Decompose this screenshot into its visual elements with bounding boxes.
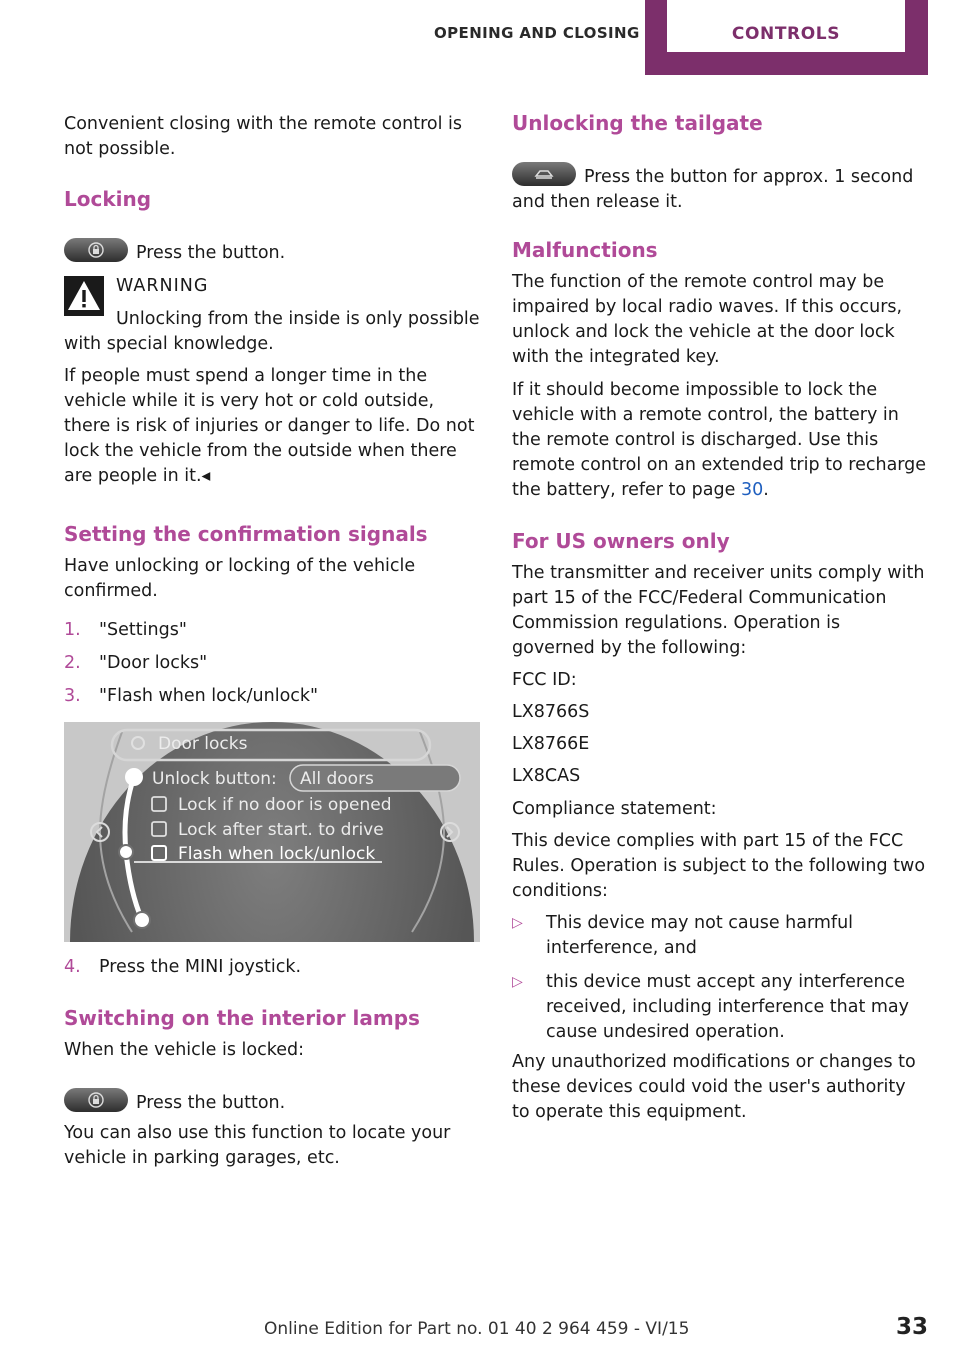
- page-number: 33: [896, 1314, 929, 1340]
- fcc-id-value: LX8766S: [512, 702, 590, 722]
- header-chapter-tab: [645, 0, 928, 75]
- list-item: 1. "Settings": [64, 620, 187, 640]
- list-item: 2. "Door locks": [64, 653, 208, 673]
- display-option: Lock after start. to drive: [178, 820, 384, 840]
- fcc-id-value: LX8766E: [512, 734, 590, 754]
- confirmation-steps: [64, 618, 480, 709]
- footer-edition: Online Edition for Part no. 01 40 2 964 459 - VI/15: [264, 1319, 690, 1339]
- header-chapter-title: CONTROLS: [667, 0, 905, 52]
- us-owners-paragraph: The transmitter and receiver units comply with part 15 of the FCC/Federal Communication Commission regulations. Operation is governed by the following:: [512, 563, 925, 658]
- header-section-title: OPENING AND CLOSING: [434, 24, 640, 42]
- list-item: ▷ This device may not cause harmful interference, and: [512, 911, 928, 970]
- page-link[interactable]: 30: [740, 480, 764, 500]
- list-item: 4. Press the MINI joystick.: [64, 957, 302, 977]
- warning-line-2: with special knowledge.: [64, 334, 274, 354]
- lock-button-icon: [64, 1088, 128, 1112]
- interior-lamps-heading: Switching on the interior lamps: [64, 1006, 420, 1030]
- locking-instruction-text: Press the button.: [136, 243, 286, 263]
- malfunctions-paragraph-2: If it should become impossible to lock the vehicle with a remote control, the battery in the remote control is discharged. Use this remote control on an extended trip to recharge the battery, refer to page 30.: [512, 380, 927, 500]
- malfunctions-paragraph-1: The function of the remote control may be impaired by local radio waves. If this occurs, unlock and lock the vehicle at the door lock with the integrated key.: [512, 272, 903, 367]
- lock-button-icon: [64, 238, 128, 262]
- warning-line-1: Unlocking from the inside is only possible: [116, 309, 480, 329]
- warning-label: WARNING: [116, 276, 209, 296]
- display-option-selected: Flash when lock/unlock: [178, 844, 376, 864]
- triangle-bullet-icon: ▷: [512, 915, 523, 931]
- interior-lamps-instruction-text: Press the button.: [136, 1093, 286, 1113]
- interior-lamps-instruction: [64, 1088, 480, 1116]
- conditions-list: [512, 911, 928, 1045]
- compliance-text: This device complies with part 15 of the FCC Rules. Operation is subject to the following two conditions:: [512, 831, 926, 901]
- malfunctions-heading: Malfunctions: [512, 238, 658, 262]
- confirmation-intro: Have unlocking or locking of the vehicle confirmed.: [64, 556, 416, 601]
- confirmation-heading: Setting the confirmation signals: [64, 522, 428, 546]
- tailgate-heading: Unlocking the tailgate: [512, 111, 763, 135]
- warning-paragraph-2: If people must spend a longer time in the vehicle while it is very hot or cold outside, there is risk of injuries or danger to life. Do not lock the vehicle from the outside when there are people in it.◂: [64, 366, 475, 486]
- warning-icon: [64, 276, 104, 316]
- intro-paragraph: Convenient closing with the remote control is not possible.: [64, 114, 463, 159]
- locking-heading: Locking: [64, 187, 152, 211]
- tailgate-instruction-text: Press the button for approx. 1 second and then release it.: [512, 167, 914, 212]
- triangle-bullet-icon: ▷: [512, 974, 523, 990]
- display-unlock-label: Unlock button:: [152, 769, 277, 789]
- display-title: Door locks: [158, 734, 248, 754]
- tailgate-instruction: [512, 162, 928, 215]
- compliance-label: Compliance statement:: [512, 799, 717, 819]
- fcc-id-value: LX8CAS: [512, 766, 581, 786]
- tailgate-button-icon: [512, 162, 576, 186]
- fcc-id-label: FCC ID:: [512, 670, 577, 690]
- display-option: Lock if no door is opened: [178, 795, 392, 815]
- interior-lamps-intro: When the vehicle is locked:: [64, 1040, 305, 1060]
- display-screenshot: [64, 722, 480, 942]
- display-unlock-value: All doors: [300, 769, 374, 789]
- us-owners-heading: For US owners only: [512, 529, 730, 553]
- list-item: ▷ this device must accept any interference received, including interference that may cause undesired operation.: [512, 970, 928, 1045]
- interior-lamps-outro: You can also use this function to locate your vehicle in parking garages, etc.: [64, 1123, 451, 1168]
- list-item: 3. "Flash when lock/unlock": [64, 686, 319, 706]
- us-owners-outro: Any unauthorized modifications or changes to these devices could void the user's authority to operate this equipment.: [512, 1052, 916, 1122]
- locking-instruction: [64, 238, 480, 266]
- confirmation-step-4: [64, 955, 480, 980]
